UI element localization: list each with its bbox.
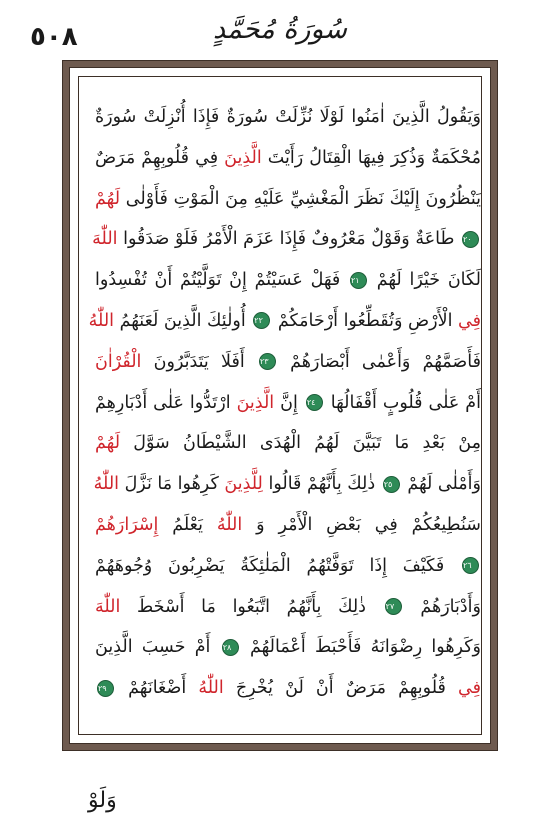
catchword: وَلَوْ <box>88 788 117 813</box>
text-line <box>95 138 481 179</box>
highlighted-word: فِي <box>458 678 481 699</box>
page-frame <box>62 60 498 751</box>
text-segment: أَمْ حَسِبَ الَّذِينَ <box>95 637 211 658</box>
highlighted-word: فِي <box>458 310 481 331</box>
text-segment: ذٰلِكَ بِأَنَّهُمْ قَالُوا <box>262 474 376 495</box>
text-segment: فَكَيْفَ إِذَا تَوَفَّتْهُمُ الْمَلٰئِكَةُ يَضْرِبُونَ وُجُوهَهُمْ <box>95 555 445 576</box>
highlighted-word: لَهُمْ <box>95 188 121 209</box>
text-line <box>92 219 481 260</box>
text-segment: أَفَلَا يَتَدَبَّرُونَ <box>141 351 245 372</box>
text-line <box>95 342 481 383</box>
text-segment: طَاعَةٌ وَقَوْلٌ مَعْرُوفٌ فَإِذَا عَزَمَ الْأَمْرُ فَلَوْ صَدَقُوا <box>117 229 455 250</box>
text-segment: ذٰلِكَ بِأَنَّهُمُ اتَّبَعُوا مَا أَسْخَطَ <box>120 596 366 617</box>
text-segment: كَرِهُوا مَا نَزَّلَ <box>119 474 219 495</box>
highlighted-word: لِلَّذِينَ <box>224 474 263 495</box>
text-segment: وَكَرِهُوا رِضْوَانَهُ فَأَحْبَطَ أَعْمَالَهُمْ <box>240 637 481 658</box>
text-line <box>95 627 481 668</box>
frame-border <box>69 67 491 744</box>
text-segment: فَهَلْ عَسَيْتُمْ إِنْ تَوَلَّيْتُمْ أَنْ تُفْسِدُوا <box>95 270 341 291</box>
text-segment: قُلُوبِهِمْ مَرَضٌ أَنْ لَنْ يُخْرِجَ <box>223 678 446 699</box>
text-line <box>88 301 481 342</box>
text-segment: إِنَّ <box>274 392 298 413</box>
text-line <box>95 546 481 587</box>
text-segment: وَيَقُولُ الَّذِينَ اٰمَنُوا لَوْلَا نُزِّلَتْ سُورَةٌ فَإِذَا أُنْزِلَتْ سُورَةٌ <box>95 107 481 127</box>
ayah-number-marker: ٢٤ <box>306 394 323 411</box>
text-line <box>95 464 481 505</box>
text-segment: وَأَدْبَارَهُمْ <box>403 596 481 617</box>
text-segment: لَكَانَ خَيْرًا لَهُمْ <box>369 270 481 291</box>
highlighted-word: اللّٰهَ <box>92 229 118 250</box>
highlighted-word: الَّذِينَ <box>224 147 262 168</box>
ayah-number-marker: ٢٨ <box>222 639 239 656</box>
text-line <box>95 668 481 709</box>
quran-text <box>88 97 481 709</box>
text-segment: الْأَرْضِ وَتُقَطِّعُوا أَرْحَامَكُمْ <box>272 310 453 331</box>
highlighted-word: اللّٰهَ <box>95 596 121 617</box>
ayah-number-marker: ٢٩ <box>97 680 114 697</box>
ayah-number-marker: ٢٣ <box>259 353 276 370</box>
highlighted-word: الْقُرْاٰنَ <box>95 351 142 372</box>
text-line <box>95 97 481 138</box>
text-line <box>95 587 481 628</box>
text-line <box>95 423 481 464</box>
text-segment: أُولٰئِكَ الَّذِينَ لَعَنَهُمُ <box>114 310 246 331</box>
text-segment: أَضْغَانَهُمْ <box>116 678 187 699</box>
text-segment: ارْتَدُّوا عَلٰى أَدْبَارِهِمْ <box>95 392 231 413</box>
ayah-number-marker: ٢٠ <box>462 231 479 248</box>
text-line <box>95 260 481 301</box>
text-segment: فِي قُلُوبِهِمْ مَرَضٌ <box>95 147 219 168</box>
highlighted-word: لَهُمْ <box>95 433 121 454</box>
page-number: ٥٠٨ <box>30 22 78 52</box>
surah-title: سُورَةُ مُحَمَّدٍ <box>212 14 347 45</box>
text-line <box>95 383 481 424</box>
text-segment: يَنْظُرُونَ إِلَيْكَ نَظَرَ الْمَغْشِيِّ عَلَيْهِ مِنَ الْمَوْتِ فَأَوْلٰى <box>120 188 481 209</box>
highlighted-word: اللّٰهُ <box>216 514 243 535</box>
text-segment: وَأَمْلٰى لَهُمْ <box>401 474 481 495</box>
highlighted-word: إِسْرَارَهُمْ <box>95 514 159 535</box>
highlighted-word: اللّٰهُ <box>88 310 115 331</box>
highlighted-word: الَّذِينَ <box>236 392 275 413</box>
page-header <box>0 0 550 58</box>
text-segment: يَعْلَمُ <box>158 514 203 535</box>
ayah-number-marker: ٢١ <box>350 272 367 289</box>
text-line <box>95 179 481 220</box>
highlighted-word: اللّٰهُ <box>93 474 120 495</box>
text-segment: فَأَصَمَّهُمْ وَأَعْمٰى أَبْصَارَهُمْ <box>277 351 481 372</box>
text-segment: سَنُطِيعُكُمْ فِي بَعْضِ الْأَمْرِ وَ <box>256 514 481 535</box>
text-segment: مِنْ بَعْدِ مَا تَبَيَّنَ لَهُمُ الْهُدَى الشَّيْطَانُ سَوَّلَ <box>120 433 481 454</box>
text-segment: مُحْكَمَةٌ وَذُكِرَ فِيهَا الْقِتَالُ رَأَيْتَ <box>261 147 481 168</box>
text-line <box>95 505 481 546</box>
ayah-number-marker: ٢٢ <box>253 312 270 329</box>
text-segment: أَمْ عَلٰى قُلُوبٍ أَقْفَالُهَا <box>324 392 481 413</box>
ayah-number-marker: ٢٧ <box>385 598 402 615</box>
highlighted-word: اللّٰهُ <box>198 678 224 699</box>
text-panel <box>78 76 482 735</box>
ayah-number-marker: ٢٦ <box>462 557 479 574</box>
ayah-number-marker: ٢٥ <box>383 476 400 493</box>
